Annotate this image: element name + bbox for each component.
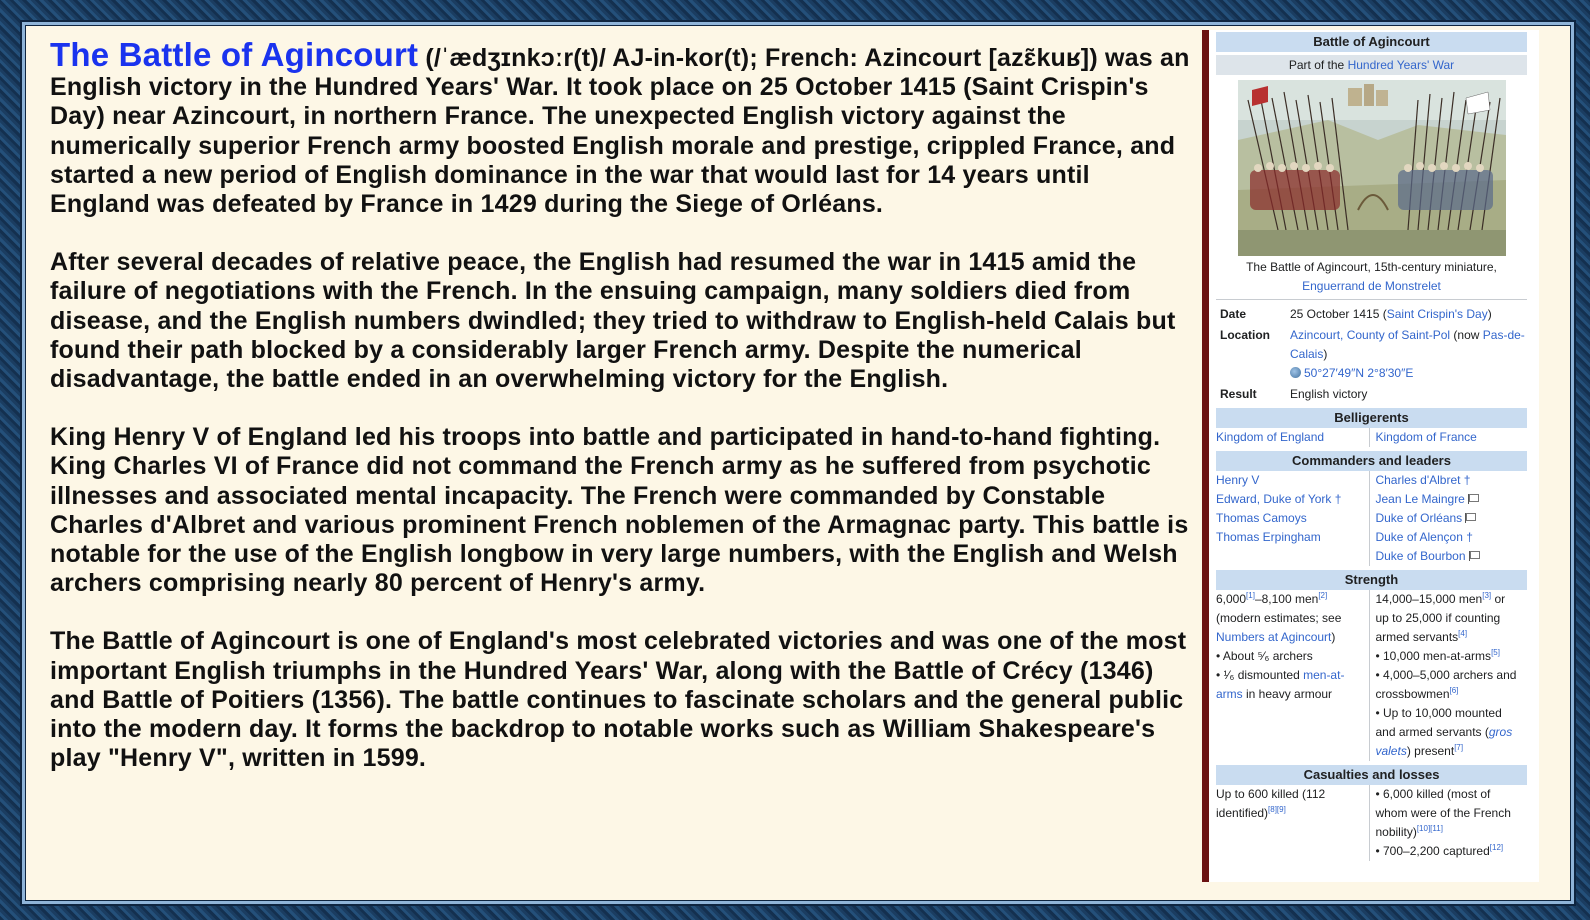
infobox-title: Battle of Agincourt [1216,32,1527,52]
belligerents-row [1216,428,1527,447]
french-archers [1375,666,1519,704]
result-row [1216,385,1527,404]
monstrelet-link[interactable]: Enguerrand de Monstrelet [1302,279,1441,293]
commander-duke-bourbon[interactable]: Duke of Bourbon [1375,549,1466,563]
strength-fr-present: ) present [1406,744,1455,758]
strength-fr-upto: or up to 25,000 if counting armed servants [1375,592,1506,644]
globe-icon [1290,367,1301,378]
article-panel [30,30,1202,882]
english-men-at-arms [1216,666,1361,704]
casualties-en-text: Up to 600 killed (112 identified) [1216,787,1326,820]
paragraph-4: The Battle of Agincourt is one of England's most celebrated victories and was one of the most important English triumphs in the Hundred Years' War, along with the Battle of Crécy (1346) and Battle of Poitiers (1356). The battle continues to fascinate scholars and the general public into the modern day. It forms the backdrop to notable works such as William Shakespeare's play "Henry V", written in 1599. [50,627,1187,773]
part-of-prefix: Part of the [1288,58,1348,72]
date-row [1216,305,1527,324]
strength-fr-men: 14,000–15,000 men [1375,592,1483,606]
ref-1[interactable]: [1] [1246,591,1255,600]
location-label: Location [1220,328,1270,342]
ref-2[interactable]: [2] [1318,591,1328,600]
french-killed [1375,785,1519,842]
strength-en-dismounted: • ¹⁄₆ dismounted [1216,668,1304,682]
ref-12[interactable]: [12] [1489,843,1504,852]
commander-edward-york[interactable]: Edward, Duke of York † [1216,492,1342,506]
english-strength-note [1216,609,1361,647]
french-servants [1375,704,1519,761]
french-commanders [1369,471,1527,566]
image-caption [1216,258,1527,296]
french-casualties [1369,785,1527,861]
infobox-panel [1209,30,1539,882]
casualties-fr-killed: • 6,000 killed (most of whom were of the French nobility) [1375,787,1511,839]
commander-thomas-erpingham[interactable]: Thomas Erpingham [1216,530,1321,544]
ref-7[interactable]: [7] [1454,743,1464,752]
ref-10-11[interactable]: [10][11] [1416,824,1443,833]
date-text: 25 October 1415 ( [1290,307,1387,321]
english-strength [1216,590,1369,761]
strength-en-high: –8,100 men [1254,592,1319,606]
date-label: Date [1220,307,1247,321]
french-captured [1375,842,1519,861]
column-divider [1202,30,1209,882]
casualties-header: Casualties and losses [1216,765,1527,785]
infobox [1216,32,1527,861]
strength-en-note-close: ) [1331,630,1336,644]
paragraph-1-text: was an English victory in the Hundred Years' War. It took place on 25 October 1415 (Saint Crispin's Day) near Azincourt, in northern France. The unexpected English victory against the numerically superior French army boosted English morale and prestige, crippled France, and started a new period of English dominance in the war that would last for 14 years until England was defeated by France in 1429 during the Siege of Orléans. [50,44,1190,219]
english-commanders [1216,471,1369,566]
article-body [50,36,1190,802]
saint-crispins-day-link[interactable]: Saint Crispin's Day [1386,307,1488,321]
english-casualties [1216,785,1369,861]
location-row [1216,326,1527,383]
strength-header: Strength [1216,570,1527,590]
date-close: ) [1487,307,1492,321]
date-value [1290,305,1525,324]
ref-3[interactable]: [3] [1482,591,1492,600]
commander-duke-alencon[interactable]: Duke of Alençon † [1375,530,1473,544]
paragraph-2: After several decades of relative peace, the English had resumed the war in 1415 amid the failure of negotiations with the French. In the ensuing campaign, many soldiers died from disease, and the English numbers dwindled; they tried to withdraw to English-held Calais but found their path blocked by a considerably larger French army. Despite the numerical disadvantage, the battle ended in an overwhelming victory for the English. [50,248,1176,394]
ref-6[interactable]: [6] [1449,686,1459,695]
commander-thomas-camoys[interactable]: Thomas Camoys [1216,511,1307,525]
gros-valets-link[interactable]: gros valets [1375,725,1513,758]
men-at-arms-link[interactable]: men-at-arms [1216,668,1345,701]
casualties-fr-captured: • 700–2,200 captured [1375,844,1490,858]
commander-duke-bourbon-row [1375,547,1519,566]
commander-duke-orleans-row [1375,509,1519,528]
strength-en-armour: in heavy armour [1242,687,1333,701]
paragraph-3: King Henry V of England led his troops into battle and participated in hand-to-hand fighting. King Charles VI of France did not command the French army as he suffered from psychotic illnesses and associated mental incapacity. The French were commanded by Constable Charles d'Albret and various prominent French noblemen of the Armagnac party. This battle is notable for the use of the English longbow in very large numbers, with the English and Welsh archers comprising nearly 80 percent of Henry's army. [50,423,1189,598]
coordinates-link[interactable]: 50°27′49″N 2°8′30″E [1304,366,1414,380]
location-now: (now [1450,328,1483,342]
ref-8-9[interactable]: [8][9] [1268,805,1286,814]
english-strength-total [1216,590,1361,609]
strength-fr-servants: • Up to 10,000 mounted and armed servants ( [1375,706,1502,739]
strength-row [1216,590,1527,761]
english-archers: • About ⁵⁄₆ archers [1216,649,1313,663]
french-men-at-arms [1375,647,1519,666]
commander-henry-v[interactable]: Henry V [1216,473,1260,487]
strength-fr-archers: • 4,000–5,000 archers and crossbowmen [1375,668,1517,701]
white-flag-icon [1468,494,1478,504]
french-strength [1369,590,1527,761]
kingdom-of-france-link[interactable]: Kingdom of France [1369,428,1527,447]
infobox-facts [1216,299,1527,404]
hundred-years-war-link[interactable]: Hundred Years' War [1347,58,1455,72]
kingdom-of-england-link[interactable]: Kingdom of England [1216,430,1325,444]
belligerents-header: Belligerents [1216,408,1527,428]
result-label: Result [1220,387,1257,401]
white-flag-icon [1465,513,1475,523]
ref-5[interactable]: [5] [1491,648,1500,657]
strength-en-low: 6,000 [1216,592,1247,606]
pronunciation: (/ˈædʒɪnkɔːr(t)/ AJ-in-kor(t); French: Azincourt [azɛ̃kuʁ]) [418,44,1098,72]
pas-de-calais-link[interactable]: Pas-de-Calais [1290,328,1525,361]
numbers-at-agincourt-link[interactable]: Numbers at Agincourt [1216,630,1332,644]
commander-charles-dalbret[interactable]: Charles d'Albret † [1375,473,1471,487]
commander-duke-orleans[interactable]: Duke of Orléans [1375,511,1463,525]
location-value [1290,326,1525,383]
french-strength-total [1375,590,1519,647]
battle-miniature-illustration [1238,80,1506,256]
azincourt-link[interactable]: Azincourt, County of Saint-Pol [1290,328,1451,342]
strength-fr-men-at-arms: • 10,000 men-at-arms [1375,649,1492,663]
caption-text: The Battle of Agincourt, 15th-century miniature, [1246,260,1497,274]
infobox-part-of [1216,55,1527,75]
paragraph-1 [50,36,1190,219]
white-flag-icon [1469,551,1479,561]
ref-4[interactable]: [4] [1458,629,1468,638]
commanders-header: Commanders and leaders [1216,451,1527,471]
commander-jean-le-maingre[interactable]: Jean Le Maingre [1375,492,1465,506]
article-title: The Battle of Agincourt [50,36,419,73]
casualties-row [1216,785,1527,861]
battle-miniature-image [1238,80,1506,256]
commanders-row [1216,471,1527,566]
commander-jean-le-maingre-row [1375,490,1519,509]
strength-en-note: (modern estimates; see [1216,611,1342,625]
location-close: ) [1323,347,1328,361]
result-value: English victory [1290,387,1368,401]
